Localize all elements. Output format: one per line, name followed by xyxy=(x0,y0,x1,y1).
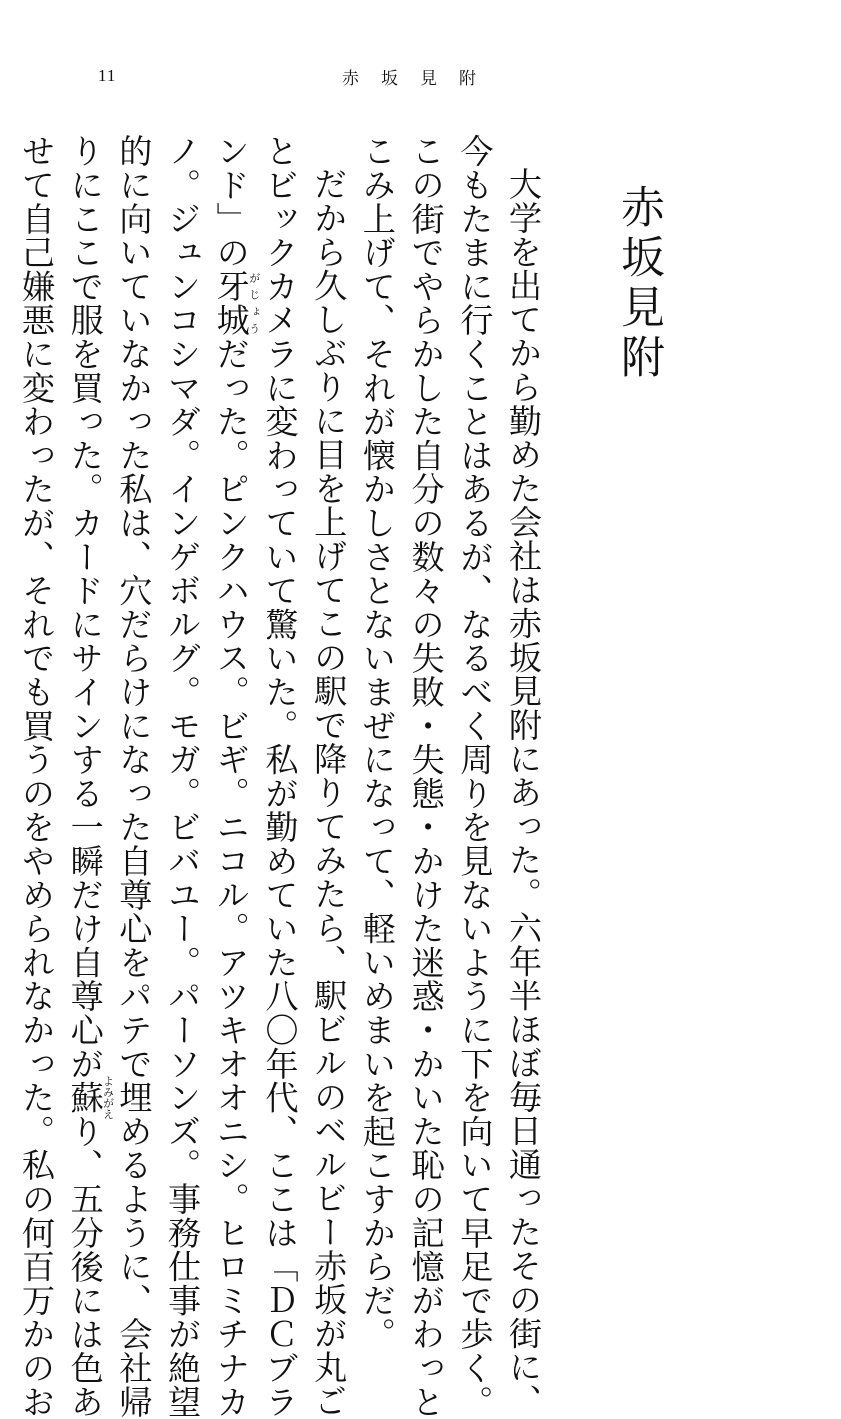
running-header: 赤坂見附 xyxy=(342,69,498,89)
text-segment: ンド」の xyxy=(211,134,251,270)
ruby-annotation xyxy=(211,269,261,337)
text-line: この街でやらかした自分の数々の失敗・失態・かけた迷惑・かいた恥の記憶がわっと xyxy=(406,134,446,1419)
page-number: 11 xyxy=(98,66,117,85)
ruby-base: 牙城 xyxy=(211,269,251,337)
text-line: ノ。ジュンコシマダ。インゲボルグ。モガ。ビバユー。パーソンズ。事務仕事が絶望 xyxy=(163,134,203,1419)
text-segment: だった。ピンクハウス。ビギ。ニコル。アツキオオニシ。ヒロミチナカ xyxy=(211,336,251,1419)
text-line: こみ上げて、それが懐かしさとないまぜになって、軽いめまいを起こすからだ。 xyxy=(357,134,397,1351)
ruby-base: 蘇 xyxy=(65,1075,105,1120)
text-line xyxy=(65,134,115,1419)
body-text xyxy=(16,134,547,1419)
text-line: とビックカメラに変わっていて驚いた。私が勤めていた八〇年代、ここは「ＤＣブラ xyxy=(260,134,300,1419)
chapter-title: 赤坂見附 xyxy=(613,184,664,384)
text-line: せて自己嫌悪に変わったが、それでも買うのをやめられなかった。私の何百万かのお xyxy=(16,134,56,1419)
text-line: 大学を出てから勤めた会社は赤坂見附にあった。六年半ほぼ毎日通ったその街に、 xyxy=(504,167,543,1418)
text-segment: り、五分後には色あ xyxy=(65,1114,105,1419)
paragraph-2 xyxy=(11,134,352,1419)
ruby-annotation xyxy=(65,1075,115,1120)
text-line: だから久しぶりに目を上げてこの駅で降りてみたら、駅ビルのベルビー赤坂が丸ご xyxy=(309,167,349,1418)
ruby-reading: よみがえ xyxy=(101,1075,115,1120)
text-line xyxy=(211,134,261,1419)
text-segment: りにここで服を買った。カードにサインする一瞬だけ自尊心が xyxy=(65,134,105,1081)
text-line: 的に向いていなかった私は、穴だらけになった自尊心をパテで埋めるように、会社帰 xyxy=(114,134,154,1419)
paragraph-1 xyxy=(352,134,547,1419)
text-line: 今もたまに行くことはあるが、なるべく周りを見ないように下を向いて早足で歩く。 xyxy=(455,134,495,1419)
ruby-reading: がじょう xyxy=(247,269,261,337)
